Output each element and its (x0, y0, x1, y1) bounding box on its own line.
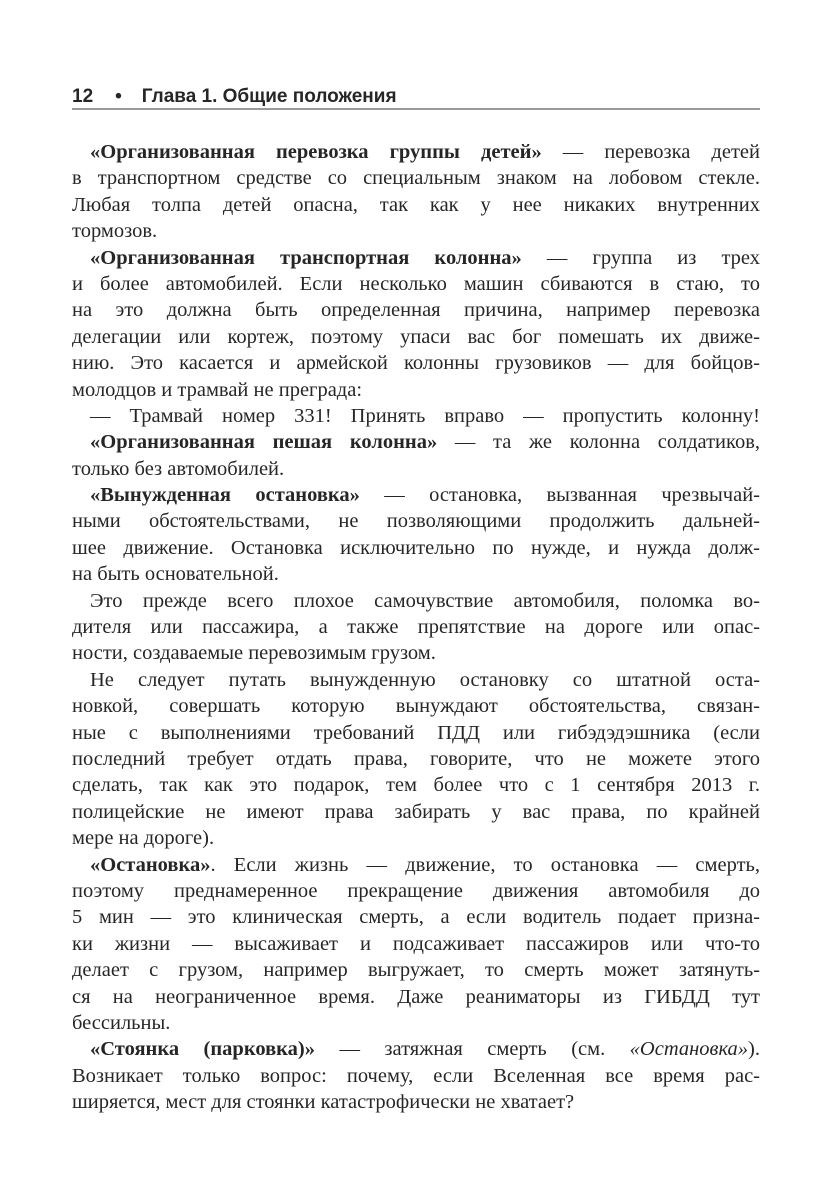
text-run: сделать, так как это подарок, тем более что с 1 сентября 2013 г. (72, 774, 760, 797)
text-line (72, 1010, 760, 1036)
text-run: ширяется, мест для стоянки катастрофически не хватает? (72, 1091, 575, 1114)
text-line (72, 931, 760, 957)
text-run: в транспортном средстве со специальным знаком на лобовом стекле. (72, 167, 760, 190)
text-line (72, 772, 760, 798)
text-run: нию. Это касается и армейской колонны грузовиков — для бойцов- (72, 352, 760, 375)
term-italic: «Остановка» (629, 1038, 749, 1061)
text-run: ности, создаваемые перевозимым грузом. (72, 642, 436, 665)
text-run: ные с выполнениями требований ПДД или гибэдэдэшника (если (72, 721, 760, 744)
term-bold: «Организованная пешая колонна» (90, 431, 438, 454)
text-run: и более автомобилей. Если несколько машин сбиваются в стаю, то (72, 272, 760, 295)
text-line (72, 350, 760, 376)
text-run: делает с грузом, например выгружает, то смерть может затянуть- (72, 959, 760, 982)
text-run: Возникает только вопрос: почему, если Вселенная все время рас- (72, 1064, 760, 1087)
text-run: — группа из трех (521, 246, 760, 269)
text-line (72, 482, 760, 508)
text-run: ). (748, 1038, 760, 1061)
text-run: Любая толпа детей опасна, так как у нее никаких внутренних (72, 193, 760, 216)
text-line (72, 614, 760, 640)
text-line (72, 904, 760, 930)
text-run: последний требует отдать права, говорите, что не можете этого (72, 747, 760, 770)
text-line (72, 746, 760, 772)
text-line (72, 561, 760, 587)
text-line (72, 271, 760, 297)
text-run: тормозов. (72, 220, 158, 243)
text-line (72, 245, 760, 271)
text-run: — Трамвай номер 331! Принять вправо — пропустить колонну! (90, 404, 760, 427)
text-run: ки жизни — высаживает и подсаживает пассажиров или что-то (72, 932, 760, 955)
text-run: . Если жизнь — движение, то остановка — смерть, (210, 853, 760, 876)
text-run: дителя или пассажира, а также препятствие на дороге или опас- (72, 616, 760, 639)
text-run: мере на дороге). (72, 827, 215, 850)
text-run: ными обстоятельствами, не позволяющими продолжить дальней- (72, 510, 760, 533)
text-run: Это прежде всего плохое самочувствие автомобиля, поломка во- (90, 589, 760, 612)
text-line (72, 693, 760, 719)
text-run: новкой, совершать которую вынуждают обстоятельства, связан- (72, 695, 760, 718)
text-run: — затяжная смерть (см. (315, 1038, 630, 1061)
text-run: — та же колонна солдатиков, (437, 431, 760, 454)
text-line (72, 139, 760, 165)
text-line (72, 640, 760, 666)
term-bold: «Остановка» (90, 853, 211, 876)
text-run: 5 мин — это клиническая смерть, а если водитель подает призна- (72, 906, 760, 929)
text-line (72, 852, 760, 878)
text-run: бессильны. (72, 1011, 171, 1034)
text-run: — остановка, вызванная чрезвычай- (359, 484, 760, 507)
text-line (72, 429, 760, 455)
text-line (72, 1063, 760, 1089)
text-line (72, 377, 760, 403)
text-line (72, 508, 760, 534)
text-line (72, 720, 760, 746)
text-line (72, 324, 760, 350)
text-run: на быть основательной. (72, 563, 279, 586)
text-line (72, 825, 760, 851)
text-line (72, 667, 760, 693)
text-line (72, 403, 760, 429)
page-body-text (72, 139, 760, 1115)
text-line (72, 957, 760, 983)
text-line (72, 799, 760, 825)
text-line (72, 878, 760, 904)
text-run: на это должна быть определенная причина, например перевозка (72, 299, 760, 322)
term-bold: «Организованная транспортная колонна» (90, 246, 522, 269)
text-line (72, 456, 760, 482)
header-separator: • (115, 86, 122, 107)
text-run: полицейские не имеют права забирать у вас права, по крайней (72, 800, 760, 823)
text-run: молодцов и трамвай не преграда: (72, 378, 363, 401)
text-line (72, 588, 760, 614)
text-line (72, 984, 760, 1010)
header-rule (72, 108, 760, 110)
text-run: только без автомобилей. (72, 457, 285, 480)
text-run: Не следует путать вынужденную остановку со штатной оста- (90, 668, 760, 691)
page-number: 12 (72, 86, 94, 107)
term-bold: «Вынужденная остановка» (90, 484, 360, 507)
text-line (72, 297, 760, 323)
text-run: делегации или кортеж, поэтому упаси вас бог помешать их движе- (72, 325, 760, 348)
text-run: — перевозка детей (541, 141, 760, 163)
text-run: поэтому преднамеренное прекращение движения автомобиля до (72, 879, 760, 902)
text-line (72, 1089, 760, 1115)
text-line (72, 165, 760, 191)
text-run: шее движение. Остановка исключительно по нужде, и нужда долж- (72, 536, 760, 559)
running-header (72, 84, 760, 110)
chapter-title: Глава 1. Общие положения (141, 86, 397, 107)
text-line (72, 535, 760, 561)
text-line (72, 218, 760, 244)
text-run: ся на неограниченное время. Даже реаниматоры из ГИБДД тут (72, 985, 760, 1008)
text-line (72, 192, 760, 218)
term-bold: «Стоянка (парковка)» (90, 1038, 316, 1061)
term-bold: «Организованная перевозка группы детей» (90, 141, 542, 163)
text-line (72, 1036, 760, 1062)
